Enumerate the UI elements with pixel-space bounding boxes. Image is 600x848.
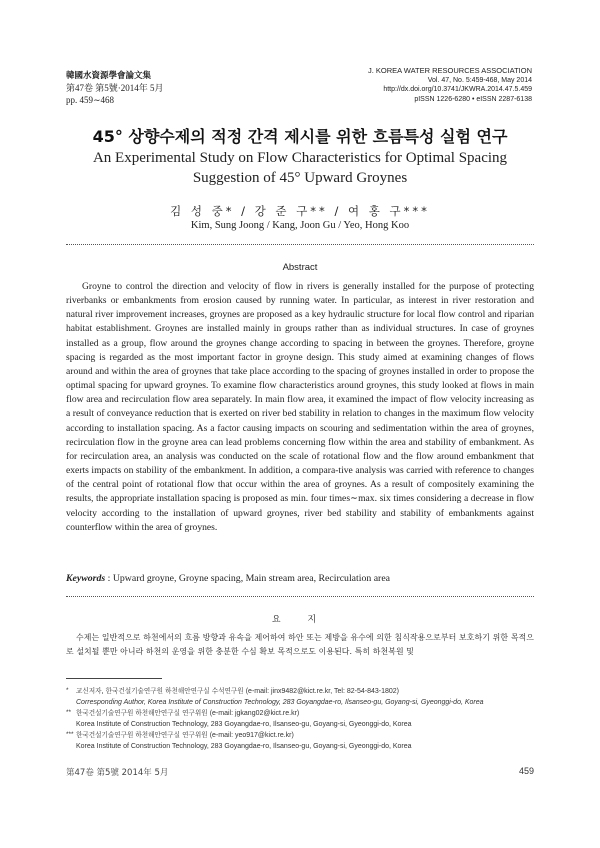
journal-name-korean: 韓國水資源學會論文集 bbox=[66, 71, 152, 81]
abstract-heading: Abstract bbox=[282, 262, 318, 273]
doi-link[interactable]: http://dx.doi.org/10.3741/JKWRA.2014.47.5.459 bbox=[383, 86, 532, 93]
page-range: pp. 459∼468 bbox=[66, 95, 115, 105]
footnote-rule bbox=[66, 678, 162, 679]
footnote-email: (e-mail: jgkang02@kict.re.kr) bbox=[209, 710, 300, 717]
paper-title-english-line1: An Experimental Study on Flow Characteristics for Optimal Spacing bbox=[92, 150, 508, 166]
korean-abstract-heading: 요 지 bbox=[271, 615, 329, 625]
footnote-mark: * bbox=[66, 687, 69, 694]
divider-bottom bbox=[66, 596, 534, 597]
korean-abstract-text: 수제는 일반적으로 하천에서의 흐름 방향과 유속을 제어하여 하안 또는 제방을 유수에 의한 침식작용으로부터 보호하기 위한 목적으로 설치될 뿐만 아니라 하천의 운영을 위한 충분한 수심 확보 목적으로도 이용된다. 특히 하천복원 및 bbox=[66, 633, 534, 656]
journal-name-english: J. KOREA WATER RESOURCES ASSOCIATION bbox=[367, 66, 532, 75]
paper-title-english-line2: Suggestion of 45° Upward Groynes bbox=[192, 170, 408, 186]
footnote-affiliation-english: Korea Institute of Construction Technology, 283 Goyangdae-ro, Ilsanseo-gu, Goyang-si, Gyeonggi-do, Korea bbox=[76, 720, 412, 728]
issn: pISSN 1226-6280 • eISSN 2287-6138 bbox=[414, 95, 532, 103]
paper-title-english bbox=[0, 148, 600, 188]
volume-issue-english: Vol. 47, No. 5:459-468, May 2014 bbox=[427, 76, 532, 84]
authors-english: Kim, Sung Joong / Kang, Joon Gu / Yeo, Hong Koo bbox=[190, 220, 410, 231]
footnote-affiliation-korean: 한국건설기술연구원 하천해안연구실 연구위원 bbox=[76, 709, 210, 717]
journal-header-right bbox=[368, 66, 532, 104]
abstract-text: Groyne to control the direction and velocity of flow in rivers is generally installed for the purpose of protecting riverbanks or embankments from erosion caused by running water. In particular, as interest in river restoration and natural river improvement increases, groynes are proposed as a key hydraulic structure for local flow control and riparian habitat establishment. Groynes are installed mainly in groups rather than as individual structures. In case of groynes installed as a group, flow around the groynes change according to spacing in between the groynes. Therefore, groyne spacing is regarded as the most important factor in groyne design. This study aimed at examining changes of flows around and within the area of groynes that take place according to the spacing of groynes installed in order to propose the optimal spacing for upward groynes. To examine flow characteristics around groynes, this study looked at flows in main flow area and recirculation flow area separately. In main flow area, it examined the impact of flow velocity increasing as a result of conveyance reduction that is exerted on river bed stability in relation to changes in the maximum flow velocity according to installation spacing. As a factor causing impacts on scouring and sedimentation within the area of groynes, recirculation flow in the groyne area can lead problems concerning flow within the area and stability of embankment. As for recirculation area, an analysis was conducted on the scale of rotational flow and the flow around embankment that exerts impacts on stability of the embankment. In addition, a compara-tive analysis was carried with reference to changes of the central point of rotational flow that occur within the area of groynes. As a result of compositely examining the results, the appropriate installation spacing is proposed as min. four times∼max. six times considering a decrease in flow velocity according to the installation of upward groynes, river bed stability and stability of embankments against counterflow within the area of groynes. bbox=[66, 281, 534, 533]
footnote-affiliation-english: Korea Institute of Construction Technology, 283 Goyangdae-ro, Ilsanseo-gu, Goyang-si, Gyeonggi-do, Korea bbox=[76, 742, 412, 750]
keywords bbox=[66, 573, 534, 584]
authors-korean: 김 성 중* / 강 준 구** / 여 홍 구*** bbox=[170, 204, 430, 218]
paper-title-korean: 45° 상향수제의 적정 간격 제시를 위한 흐름특성 실험 연구 bbox=[92, 127, 508, 146]
footnote-coauthor-2 bbox=[66, 730, 536, 752]
footnote-mark: *** bbox=[66, 731, 74, 738]
footnotes bbox=[66, 686, 536, 752]
divider-top bbox=[66, 244, 534, 245]
footnote-affiliation-korean: 교신저자, 한국건설기술연구원 하천해안연구실 수석연구원 bbox=[76, 687, 246, 695]
keywords-list: : Upward groyne, Groyne spacing, Main stream area, Recirculation area bbox=[105, 573, 391, 584]
volume-issue-korean: 第47卷 第5號·2014年 5月 bbox=[66, 83, 164, 93]
journal-header-left bbox=[66, 70, 164, 106]
footnote-email: (e-mail: yeo917@kict.re.kr) bbox=[209, 732, 294, 739]
keywords-label: Keywords bbox=[66, 573, 106, 584]
page-number: 459 bbox=[518, 766, 534, 776]
footnote-email: (e-mail: jinx9482@kict.re.kr, Tel: 82-54-843-1802) bbox=[245, 688, 399, 695]
footnote-coauthor-1 bbox=[66, 708, 536, 730]
footer-volume-info: 第47卷 第5號 2014年 5月 bbox=[66, 768, 169, 778]
footnote-corresponding bbox=[66, 686, 536, 708]
footnote-affiliation-english: Corresponding Author, Korea Institute of Construction Technology, 283 Goyangdae-ro, Ilsanseo-gu, Goyang-si, Gyeonggi-do, Korea bbox=[76, 698, 484, 706]
footnote-affiliation-korean: 한국건설기술연구원 하천해안연구실 연구위원 bbox=[76, 731, 210, 739]
footnote-mark: ** bbox=[66, 709, 72, 716]
